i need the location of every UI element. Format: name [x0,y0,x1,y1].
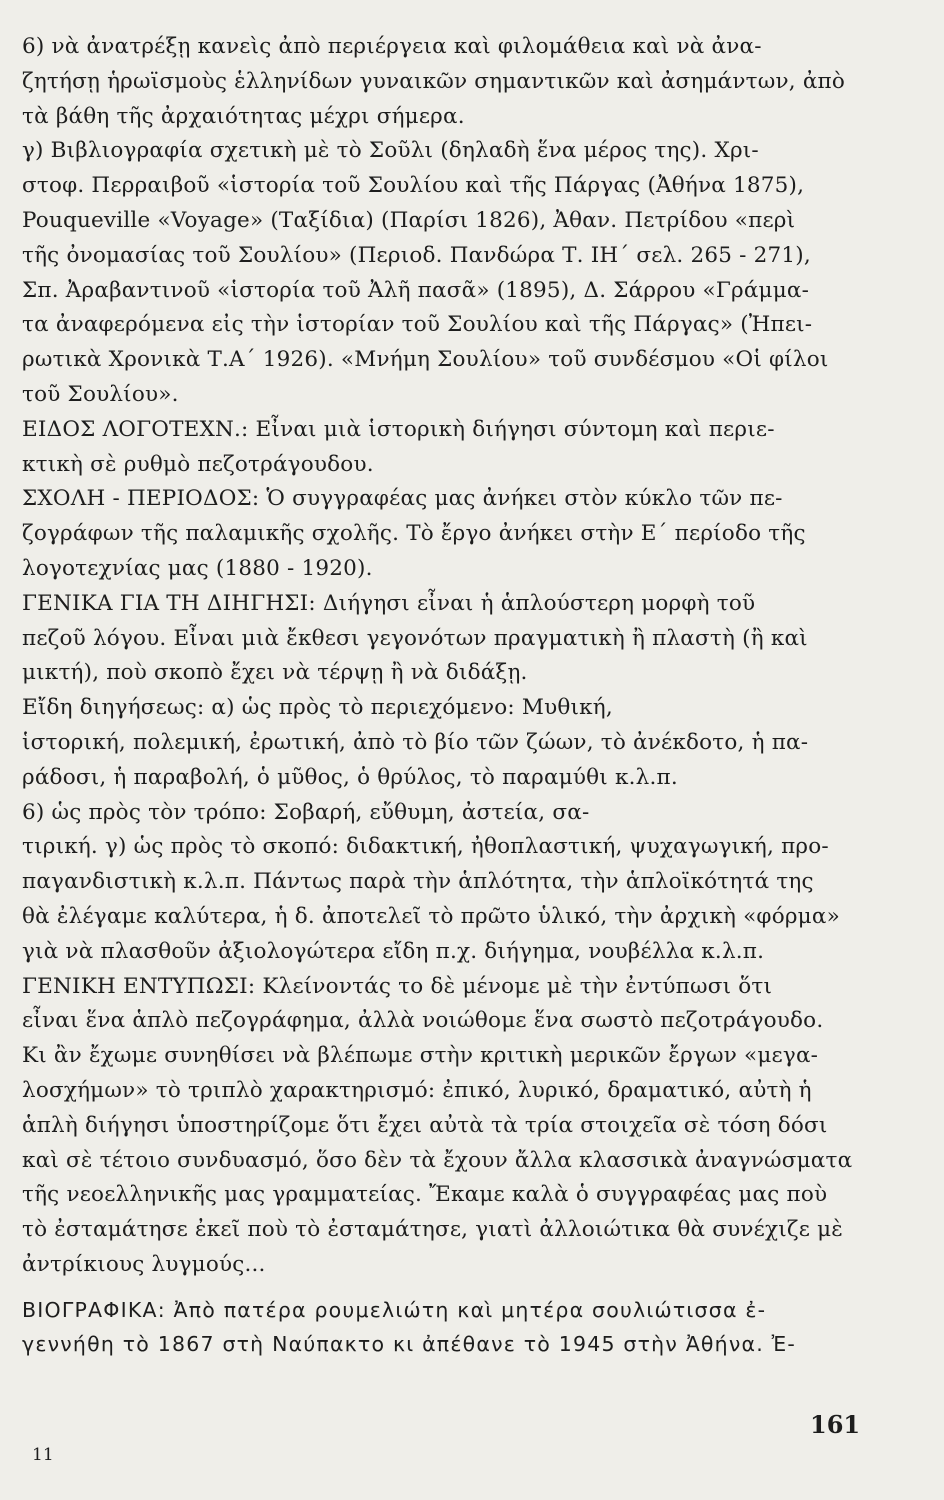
text-line: λοσχήμων» τὸ τριπλὸ χαρακτηρισμό: ἐπικό, λυρικό, δραματικό, αὐτὴ ἡ [22,1077,812,1103]
text-line: Σπ. Ἀραβαντινοῦ «ἱστορία τοῦ Ἀλῆ πασᾶ» (1895), Δ. Σάρρου «Γράμμα- [22,277,810,303]
text-line: ἱστορική, πολεμική, ἐρωτική, ἀπὸ τὸ βίο τῶν ζώων, τὸ ἀνέκδοτο, ἡ πα- [22,729,809,755]
sheet-mark: 11 [32,1445,54,1465]
text-line: καὶ σὲ τέτοιο συνδυασμό, ὅσο δὲν τὰ ἔχουν ἄλλα κλασσικὰ ἀναγνώσματα [22,1147,853,1173]
page-number: 161 [810,1410,861,1439]
section-heading-line: ΓΕΝΙΚΗ ΕΝΤΥΠΩΣΙ: Κλείνοντάς το δὲ μένομε μὲ τὴν ἐντύπωσι ὅτι [22,973,773,999]
text-line: κτικὴ σὲ ρυθμὸ πεζοτράγουδου. [22,451,374,477]
text-line: 6) ὡς πρὸς τὸν τρόπο: Σοβαρή, εὔθυμη, ἀστεία, σα- [22,799,590,825]
text-line: εἶναι ἕνα ἁπλὸ πεζογράφημα, ἀλλὰ νοιώθομε ἕνα σωστὸ πεζοτράγουδο. [22,1008,824,1034]
text-line: πεζοῦ λόγου. Εἶναι μιὰ ἔκθεσι γεγονότων πραγματικὴ ἢ πλαστὴ (ἢ καὶ [22,625,808,651]
text-line: λογοτεχνίας μας (1880 - 1920). [22,555,373,581]
text-line: ζητήσῃ ἡρωϊσμοὺς ἑλληνίδων γυναικῶν σημαντικῶν καὶ ἀσημάντων, ἀπὸ [22,68,846,94]
section-heading-line: ΣΧΟΛΗ - ΠΕΡΙΟΔΟΣ: Ὁ συγγραφέας μας ἀνήκει στὸν κύκλο τῶν πε- [22,486,783,512]
text-line: ζογράφων τῆς παλαμικῆς σχολῆς. Τὸ ἔργο ἀνήκει στὴν Ε΄ περίοδο τῆς [22,521,806,547]
text-line: τὰ βάθη τῆς ἀρχαιότητας μέχρι σήμερα. [22,103,465,129]
text-line: τα ἀναφερόμενα εἰς τὴν ἱστορίαν τοῦ Σουλίου καὶ τῆς Πάργας» (Ἠπει- [22,312,813,338]
paragraph-gap [22,1283,882,1293]
text-line: τιρική. γ) ὡς πρὸς τὸ σκοπό: διδακτική, ἠθοπλαστική, ψυχαγωγική, προ- [22,834,829,860]
text-line: γ) Βιβλιογραφία σχετικὴ μὲ τὸ Σοῦλι (δηλαδὴ ἕνα μέρος της). Χρι- [22,138,759,164]
text-line: γιὰ νὰ πλασθοῦν ἀξιολογώτερα εἴδη π.χ. διήγημα, νουβέλλα κ.λ.π. [22,938,765,964]
text-line: στοφ. Περραιβοῦ «ἱστορία τοῦ Σουλίου καὶ τῆς Πάργας (Ἀθήνα 1875), [22,173,805,199]
text-line: τὸ ἐσταμάτησε ἐκεῖ ποὺ τὸ ἐσταμάτησε, γιατὶ ἀλλοιώτικα θὰ συνέχιζε μὲ [22,1217,844,1243]
text-line: Εἴδη διηγήσεως: α) ὡς πρὸς τὸ περιεχόμενο: Μυθική, [22,695,613,721]
text-line: θὰ ἐλέγαμε καλύτερα, ἡ δ. ἀποτελεῖ τὸ πρῶτο ὑλικό, τὴν ἀρχικὴ «φόρμα» [22,903,840,929]
text-line: ἁπλὴ διήγησι ὑποστηρίζομε ὅτι ἔχει αὐτὰ τὰ τρία στοιχεῖα σὲ τόση δόσι [22,1112,828,1138]
section-heading-line: ΓΕΝΙΚΑ ΓΙΑ ΤΗ ΔΙΗΓΗΣΙ: Διήγησι εἶναι ἡ ἁπλούστερη μορφὴ τοῦ [22,590,756,616]
text-line: παγανδιστικὴ κ.λ.π. Πάντως παρὰ τὴν ἁπλότητα, τὴν ἁπλοϊκότητά της [22,869,814,895]
text-line: ρωτικὰ Χρονικὰ Τ.Α΄ 1926). «Μνήμη Σουλίου» τοῦ συνδέσμου «Οἱ φίλοι [22,347,829,373]
biography-line: γεννήθη τὸ 1867 στὴ Ναύπακτο κι ἀπέθανε τὸ 1945 στὴν Ἀθήνα. Ἐ- [22,1332,797,1357]
text-line: τῆς ὀνομασίας τοῦ Σουλίου» (Περιοδ. Πανδώρα Τ. ΙΗ΄ σελ. 265 - 271), [22,242,811,268]
body-text [22,30,882,1362]
text-line: Pouqueville «Voyage» (Ταξίδια) (Παρίσι 1826), Ἀθαν. Πετρίδου «περὶ [22,207,796,233]
text-line: 6) νὰ ἀνατρέξῃ κανεὶς ἀπὸ περιέργεια καὶ φιλομάθεια καὶ νὰ ἀνα- [22,34,762,59]
section-heading-line: ΕΙΔΟΣ ΛΟΓΟΤΕΧΝ.: Εἶναι μιὰ ἱστορικὴ διήγησι σύντομη καὶ περιε- [22,416,775,442]
text-line: μικτή), ποὺ σκοπὸ ἔχει νὰ τέρψῃ ἢ νὰ διδάξῃ. [22,660,528,686]
text-line: ἀντρίκιους λυγμούς... [22,1251,266,1277]
text-line: Κι ἂν ἔχωμε συνηθίσει νὰ βλέπωμε στὴν κριτικὴ μερικῶν ἔργων «μεγα- [22,1043,819,1069]
text-line: ράδοσι, ἡ παραβολή, ὁ μῦθος, ὁ θρύλος, τὸ παραμύθι κ.λ.π. [22,764,678,790]
text-line: τοῦ Σουλίου». [22,381,179,407]
biography-line: ΒΙΟΓΡΑΦΙΚΑ: Ἀπὸ πατέρα ρουμελιώτη καὶ μητέρα σουλιώτισσα ἐ- [22,1297,767,1322]
text-line: τῆς νεοελληνικῆς μας γραμματείας. Ἔκαμε καλὰ ὁ συγγραφέας μας ποὺ [22,1182,828,1208]
